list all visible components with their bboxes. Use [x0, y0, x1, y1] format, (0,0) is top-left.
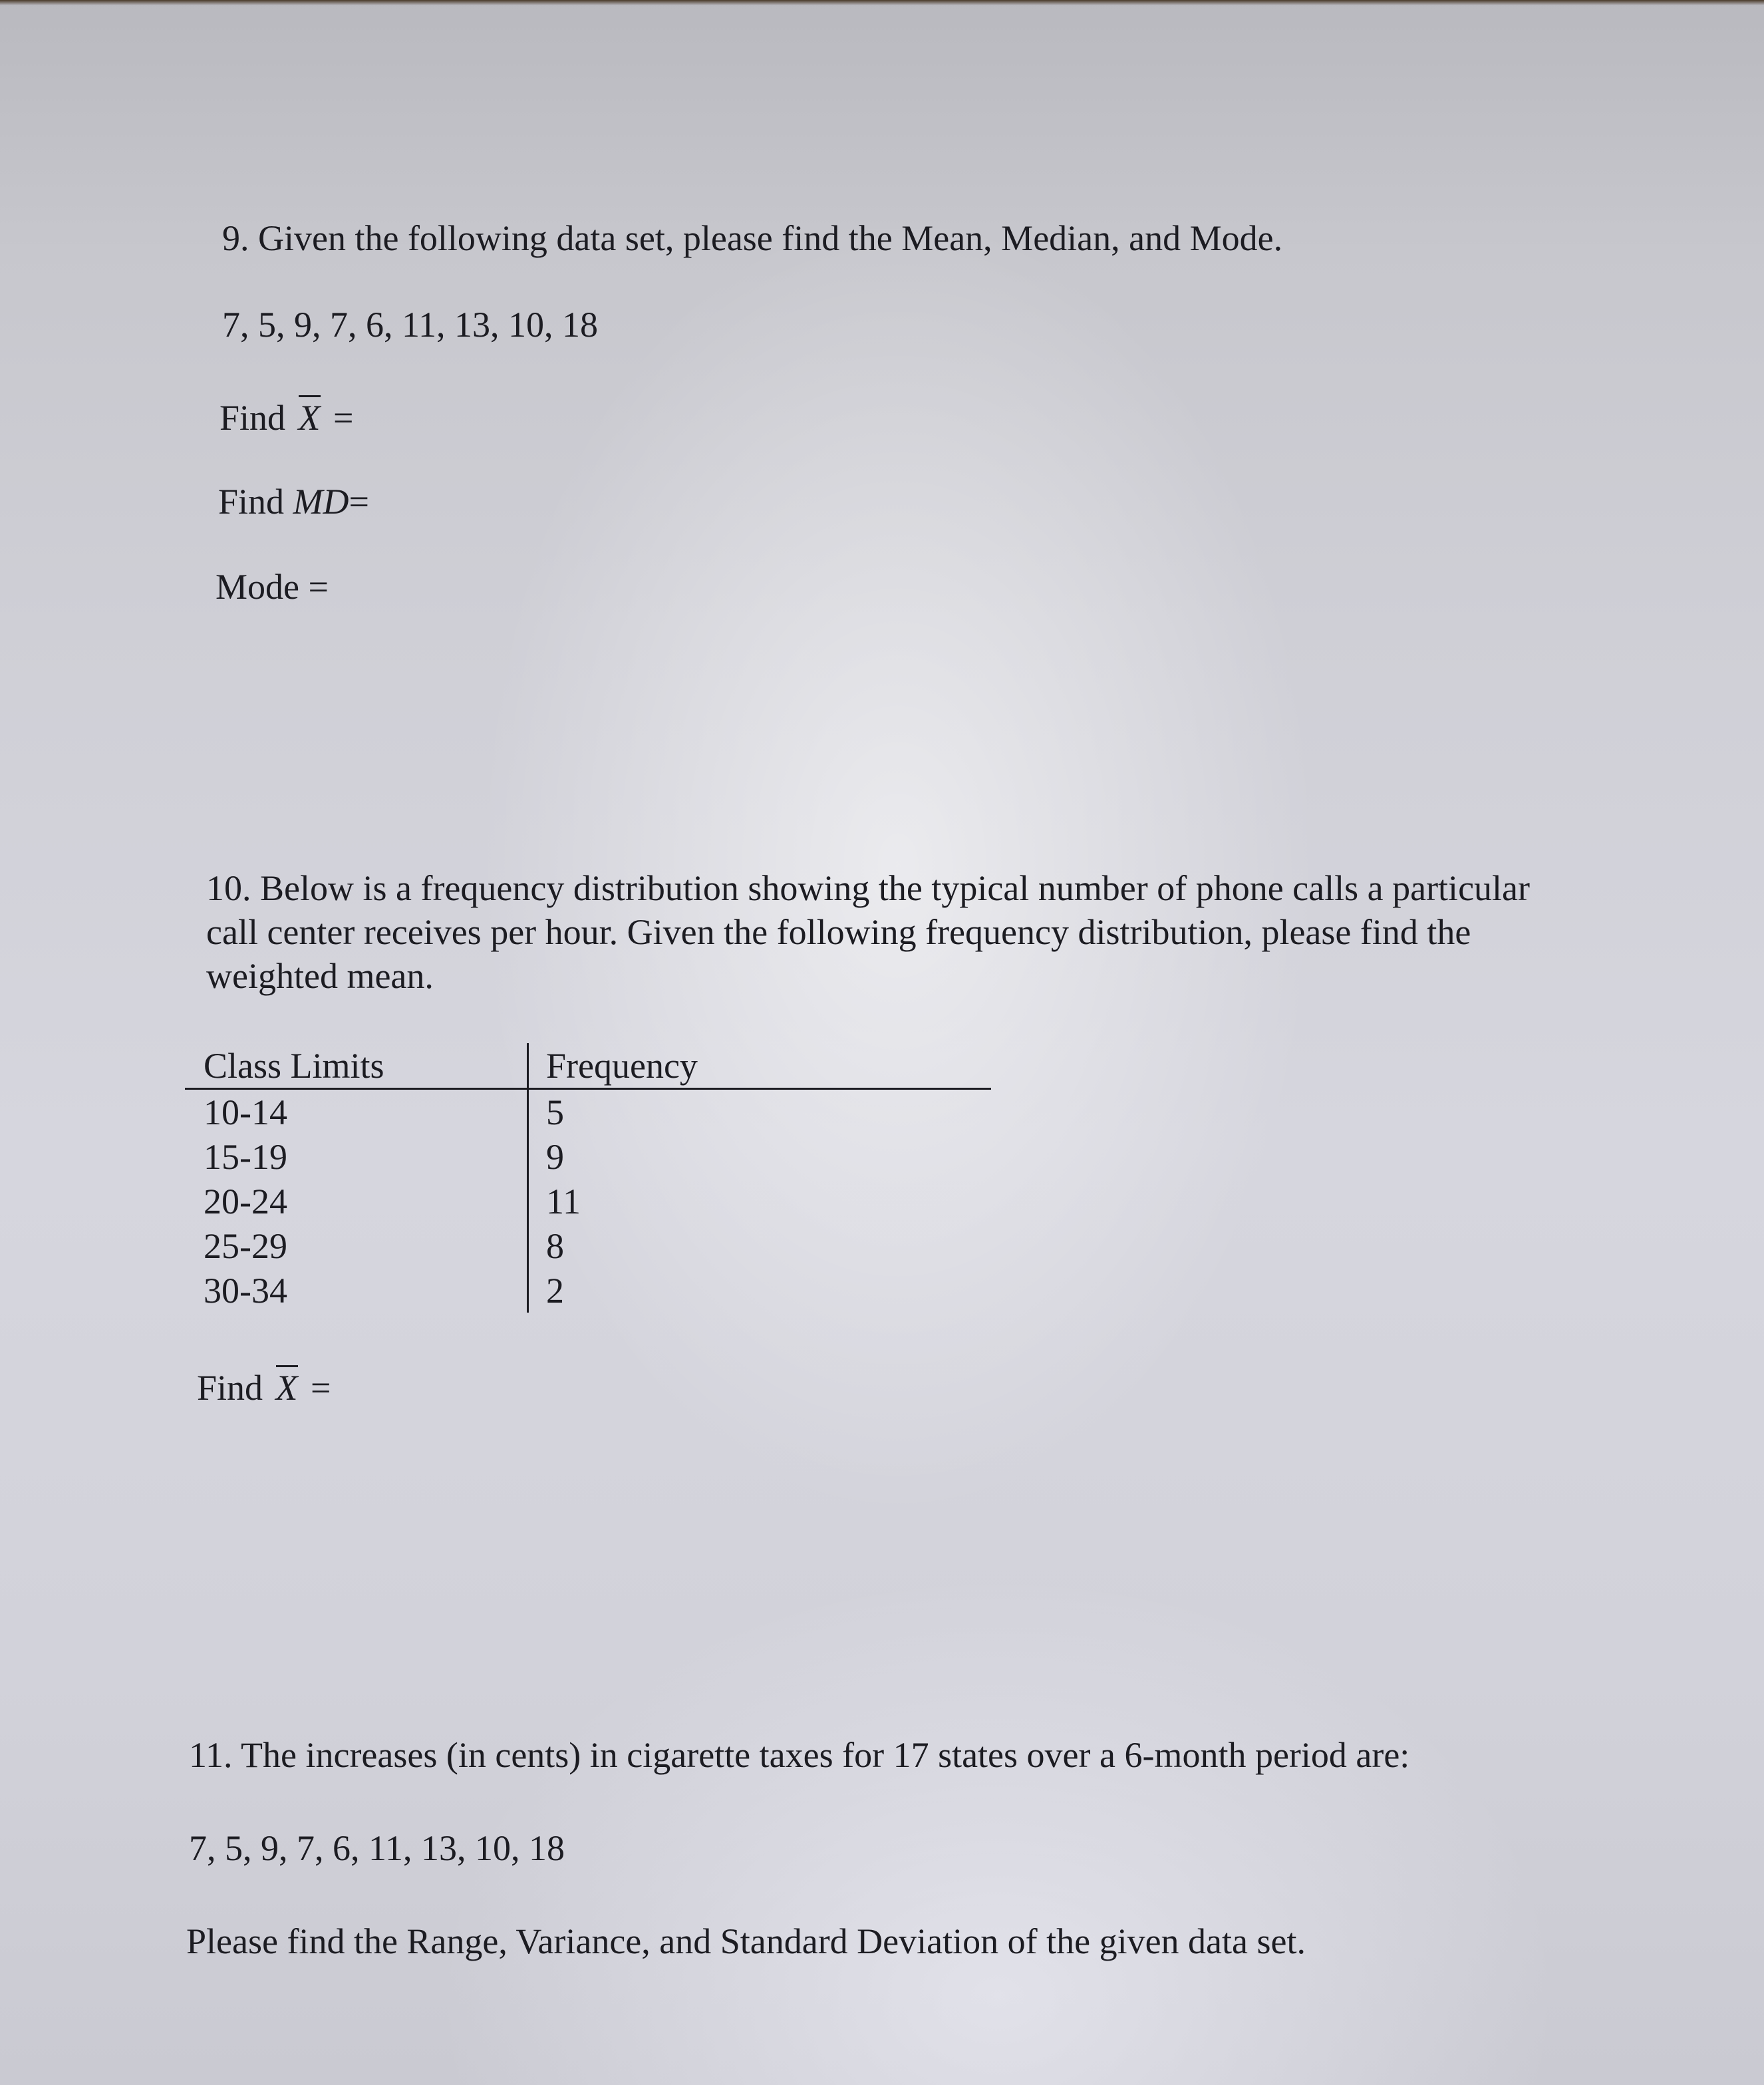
- q9-mean-label: Find: [220, 398, 286, 438]
- class-limit-cell: 15-19: [204, 1136, 287, 1177]
- frequency-cell: 5: [527, 1090, 564, 1134]
- frequency-cell: 9: [527, 1134, 564, 1179]
- x-bar-symbol: X: [299, 395, 321, 436]
- equals-sign: =: [311, 1368, 331, 1408]
- table-header-row: [185, 1043, 991, 1090]
- class-limit-cell: 10-14: [204, 1092, 287, 1132]
- q9-data-set: 7, 5, 9, 7, 6, 11, 13, 10, 18: [222, 305, 598, 345]
- q9-median-line: [218, 480, 369, 524]
- table-row: [185, 1134, 991, 1179]
- median-symbol: MD: [293, 482, 349, 522]
- frequency-table: [185, 1043, 991, 1313]
- frequency-cell: 8: [527, 1223, 564, 1268]
- table-row: [185, 1090, 991, 1134]
- frequency-cell: 2: [527, 1268, 564, 1313]
- table-header-frequency: Frequency: [527, 1043, 698, 1088]
- q11-instruction: Please find the Range, Variance, and Standard Deviation of the given data set.: [186, 1921, 1306, 1961]
- equals-sign: =: [349, 482, 369, 522]
- photo-top-edge: [0, 0, 1764, 5]
- class-limit-cell: 20-24: [204, 1181, 287, 1221]
- q10-mean-label: Find: [197, 1368, 263, 1408]
- q11-data-set: 7, 5, 9, 7, 6, 11, 13, 10, 18: [189, 1828, 565, 1868]
- q9-mean-line: [220, 395, 354, 440]
- equals-sign: =: [333, 398, 354, 438]
- class-limit-cell: 25-29: [204, 1225, 287, 1266]
- table-row: [185, 1268, 991, 1313]
- q10-prompt: 10. Below is a frequency distribution showing the typical number of phone calls a particular call center receives per hour. Given the following frequency distribution, please find the weighted mean.: [206, 868, 1530, 996]
- q10-mean-line: [197, 1365, 331, 1410]
- frequency-cell: 11: [527, 1179, 581, 1223]
- class-limit-cell: 30-34: [204, 1270, 287, 1311]
- x-bar-symbol: X: [276, 1365, 298, 1406]
- q9-mode-label: Mode =: [216, 567, 329, 607]
- table-header-class-limits: Class Limits: [204, 1045, 384, 1086]
- q9-prompt: 9. Given the following data set, please find the Mean, Median, and Mode.: [222, 218, 1283, 258]
- q11-prompt: 11. The increases (in cents) in cigarette taxes for 17 states over a 6-month period are:: [189, 1735, 1410, 1775]
- table-row: [185, 1223, 991, 1268]
- table-row: [185, 1179, 991, 1223]
- q9-median-label: Find: [218, 482, 285, 522]
